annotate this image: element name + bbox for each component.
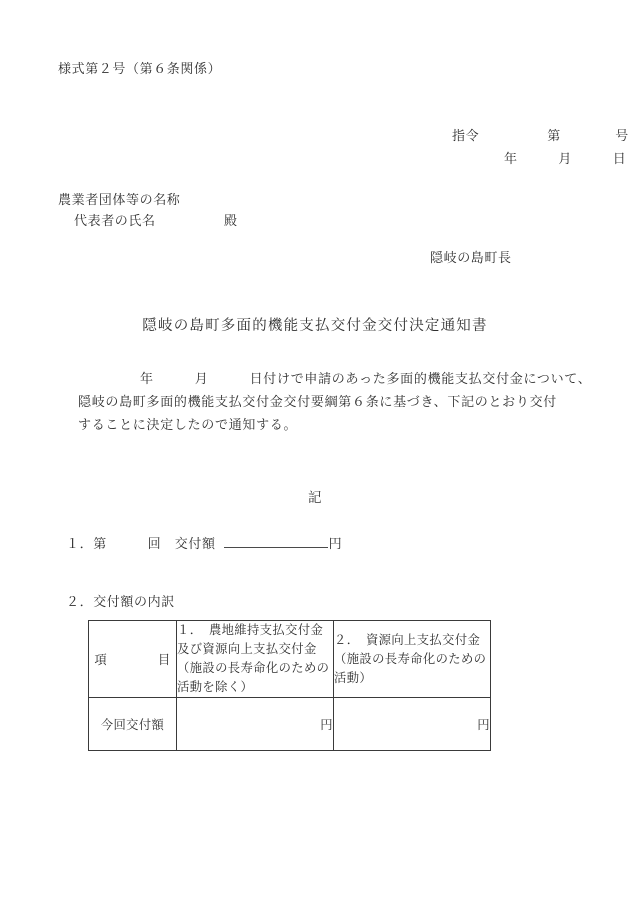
body-line-3: することに決定したので通知する。 [78, 418, 298, 433]
grant-breakdown-table [88, 620, 491, 751]
body-line-1: 年 月 日付けで申請のあった多面的機能支払交付金について、 [140, 372, 592, 387]
issue-date-line: 年 月 日 [504, 152, 627, 167]
table-cell-amount-2[interactable]: 円 [334, 698, 491, 751]
item-1-label: １．第 回 交付額 [66, 537, 216, 552]
item-1-unit: 円 [328, 537, 343, 552]
form-number: 様式第２号（第６条関係） [58, 62, 222, 77]
table-row [89, 698, 491, 751]
table-header-item: 項 目 [89, 621, 177, 698]
organization-name-label: 農業者団体等の名称 [58, 193, 181, 208]
body-paragraph [78, 368, 598, 437]
body-line-2: 隠岐の島町多面的機能支払交付金交付要綱第６条に基づき、下記のとおり交付 [78, 395, 557, 410]
representative-name-label: 代表者の氏名 [74, 214, 156, 229]
table-cell-amount-1[interactable]: 円 [177, 698, 334, 751]
document-title: 隠岐の島町多面的機能支払交付金交付決定通知書 [142, 318, 488, 334]
order-number-line: 指令 第 号 [452, 129, 629, 144]
table-header-row [89, 621, 491, 698]
honorific-suffix: 殿 [224, 214, 238, 229]
ki-marker: 記 [307, 490, 323, 506]
table-header-category-1: １． 農地維持支払交付金及び資源向上支払交付金（施設の長寿命化のための活動を除く） [177, 621, 334, 698]
issuer-name: 隠岐の島町長 [430, 251, 512, 266]
item-2-heading: ２．交付額の内訳 [66, 595, 175, 610]
item-1-amount-blank[interactable] [224, 534, 328, 548]
table-header-category-2: ２． 資源向上支払交付金（施設の長寿命化のための活動） [334, 621, 491, 698]
item-1-grant-amount [66, 534, 342, 551]
table-row-label: 今回交付額 [89, 698, 177, 751]
